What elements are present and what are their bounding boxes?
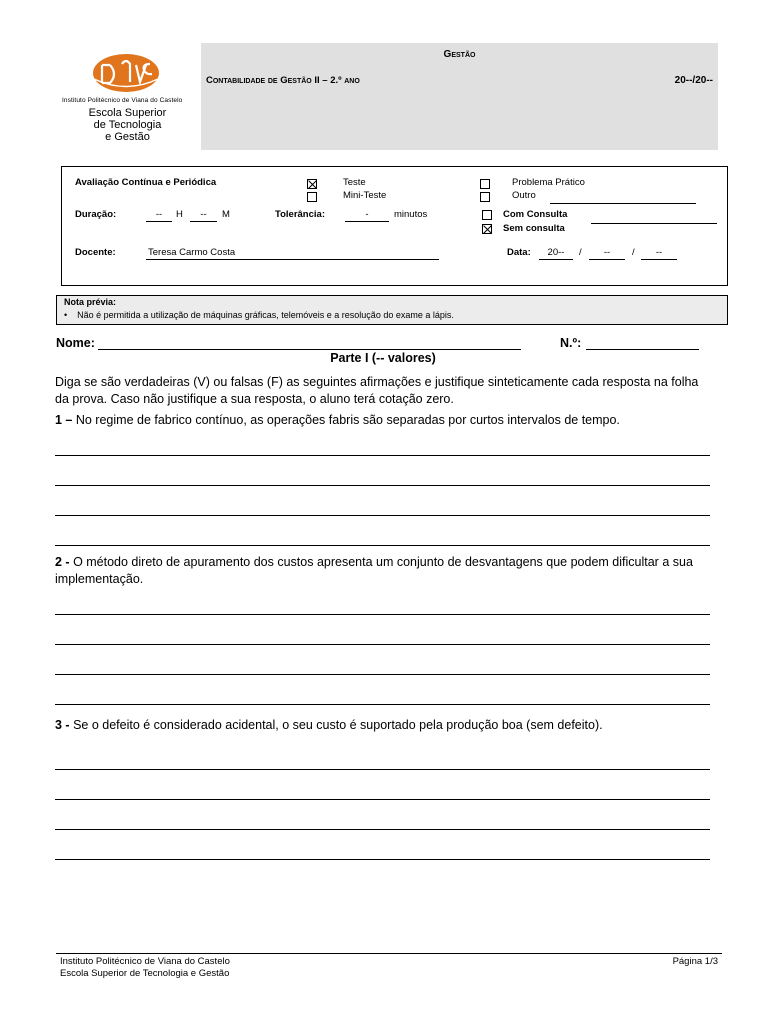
preliminary-note-box <box>56 295 728 325</box>
department-title: Gestão <box>443 49 476 60</box>
checkbox-sem-consulta[interactable] <box>482 224 492 234</box>
date-month-field[interactable]: -- <box>589 247 625 260</box>
question-text: No regime de fabrico contínuo, as operações fabris são separadas por curtos intervalos de tempo. <box>75 413 620 427</box>
student-number-field[interactable] <box>586 349 699 350</box>
ipvc-logo-mark <box>90 52 162 96</box>
checkbox-mini-teste[interactable] <box>307 192 317 202</box>
checkbox-teste[interactable] <box>307 179 317 189</box>
instructions: Diga se são verdadeiras (V) ou falsas (F) as seguintes afirmações e justifique sinteticamente cada resposta na folha da prova. Caso não justifique a sua resposta, o aluno terá cotação zero. <box>55 375 699 406</box>
teacher-name-field[interactable]: Teresa Carmo Costa <box>146 247 439 260</box>
logo-school-line: de Tecnologia <box>93 119 162 131</box>
consult-label-com: Com Consulta <box>503 209 568 220</box>
answer-line[interactable] <box>55 674 710 675</box>
question-separator: - <box>61 555 74 569</box>
logo-school-line: Escola Superior <box>88 107 167 119</box>
answer-line[interactable] <box>55 614 710 615</box>
student-number-label: N.º: <box>560 336 582 350</box>
date-year-field[interactable]: 20-- <box>539 247 573 260</box>
teacher-label: Docente: <box>75 247 116 258</box>
logo-school-line: e Gestão <box>105 131 150 143</box>
page-number: Página 1/3 <box>672 956 718 967</box>
minutes-unit: M <box>222 209 230 220</box>
answer-line[interactable] <box>55 859 710 860</box>
tolerance-field[interactable]: - <box>345 209 389 222</box>
option-label-teste: Teste <box>343 177 366 188</box>
checkbox-problema-pratico[interactable] <box>480 179 490 189</box>
option-label-mini-teste: Mini-Teste <box>343 190 387 201</box>
option-label-outro: Outro <box>512 190 536 201</box>
checkbox-com-consulta[interactable] <box>482 210 492 220</box>
date-label: Data: <box>507 247 531 258</box>
answer-line[interactable] <box>55 515 710 516</box>
note-item-text: Não é permitida a utilização de máquinas gráficas, telemóveis e a resolução do exame a lápis. <box>77 310 454 320</box>
answer-line[interactable] <box>55 829 710 830</box>
bullet-icon: • <box>64 310 78 320</box>
note-item <box>64 310 454 320</box>
evaluation-type: Avaliação Contínua e Periódica <box>75 177 217 188</box>
checkbox-outro[interactable] <box>480 192 490 202</box>
question-text: Se o defeito é considerado acidental, o seu custo é suportado pela produção boa (sem defeito). <box>73 718 603 732</box>
question-2 <box>55 554 715 588</box>
question-separator: - <box>61 718 74 732</box>
section-title: Parte I (-- valores) <box>330 351 436 365</box>
duration-label: Duração: <box>75 209 117 220</box>
academic-year: 20--/20-- <box>674 75 713 86</box>
exam-info-box <box>61 166 728 286</box>
footer-institute: Instituto Politécnico de Viana do Castelo <box>60 956 230 967</box>
consult-label-sem: Sem consulta <box>503 223 565 234</box>
tolerance-unit: minutos <box>394 209 428 220</box>
answer-line[interactable] <box>55 769 710 770</box>
question-3 <box>55 717 715 734</box>
note-title: Nota prévia: <box>64 297 117 307</box>
footer-rule <box>56 953 722 954</box>
date-separator: / <box>632 247 635 258</box>
outro-input-line[interactable] <box>550 191 696 204</box>
question-text: O método direto de apuramento dos custos apresenta um conjunto de desvantagens que podem dificultar a sua implementação. <box>55 555 693 586</box>
footer-school: Escola Superior de Tecnologia e Gestão <box>60 968 230 979</box>
question-number: 3 <box>55 718 62 732</box>
logo-institute-text: Instituto Politécnico de Viana do Castelo <box>62 97 183 104</box>
hours-unit: H <box>176 209 183 220</box>
date-day-field[interactable]: -- <box>641 247 677 260</box>
school-logo <box>60 52 195 147</box>
course-title: Contabilidade de Gestão II – 2.º ano <box>206 75 360 86</box>
box-tick <box>727 223 728 237</box>
question-number: 1 <box>55 413 62 427</box>
tolerance-label: Tolerância: <box>275 209 325 220</box>
student-name-label: Nome: <box>56 336 95 350</box>
question-number: 2 <box>55 555 62 569</box>
duration-hours-field[interactable]: -- <box>146 209 172 222</box>
question-1 <box>55 412 715 429</box>
answer-line[interactable] <box>55 485 710 486</box>
date-separator: / <box>579 247 582 258</box>
answer-line[interactable] <box>55 455 710 456</box>
consulta-input-line[interactable] <box>591 211 717 224</box>
answer-line[interactable] <box>55 644 710 645</box>
answer-line[interactable] <box>55 545 710 546</box>
answer-line[interactable] <box>55 704 710 705</box>
logo-school-text <box>80 107 175 143</box>
answer-line[interactable] <box>55 799 710 800</box>
student-name-field[interactable] <box>98 349 521 350</box>
option-label-problema-pratico: Problema Prático <box>512 177 585 188</box>
duration-minutes-field[interactable]: -- <box>190 209 217 222</box>
question-separator: – <box>61 413 76 427</box>
